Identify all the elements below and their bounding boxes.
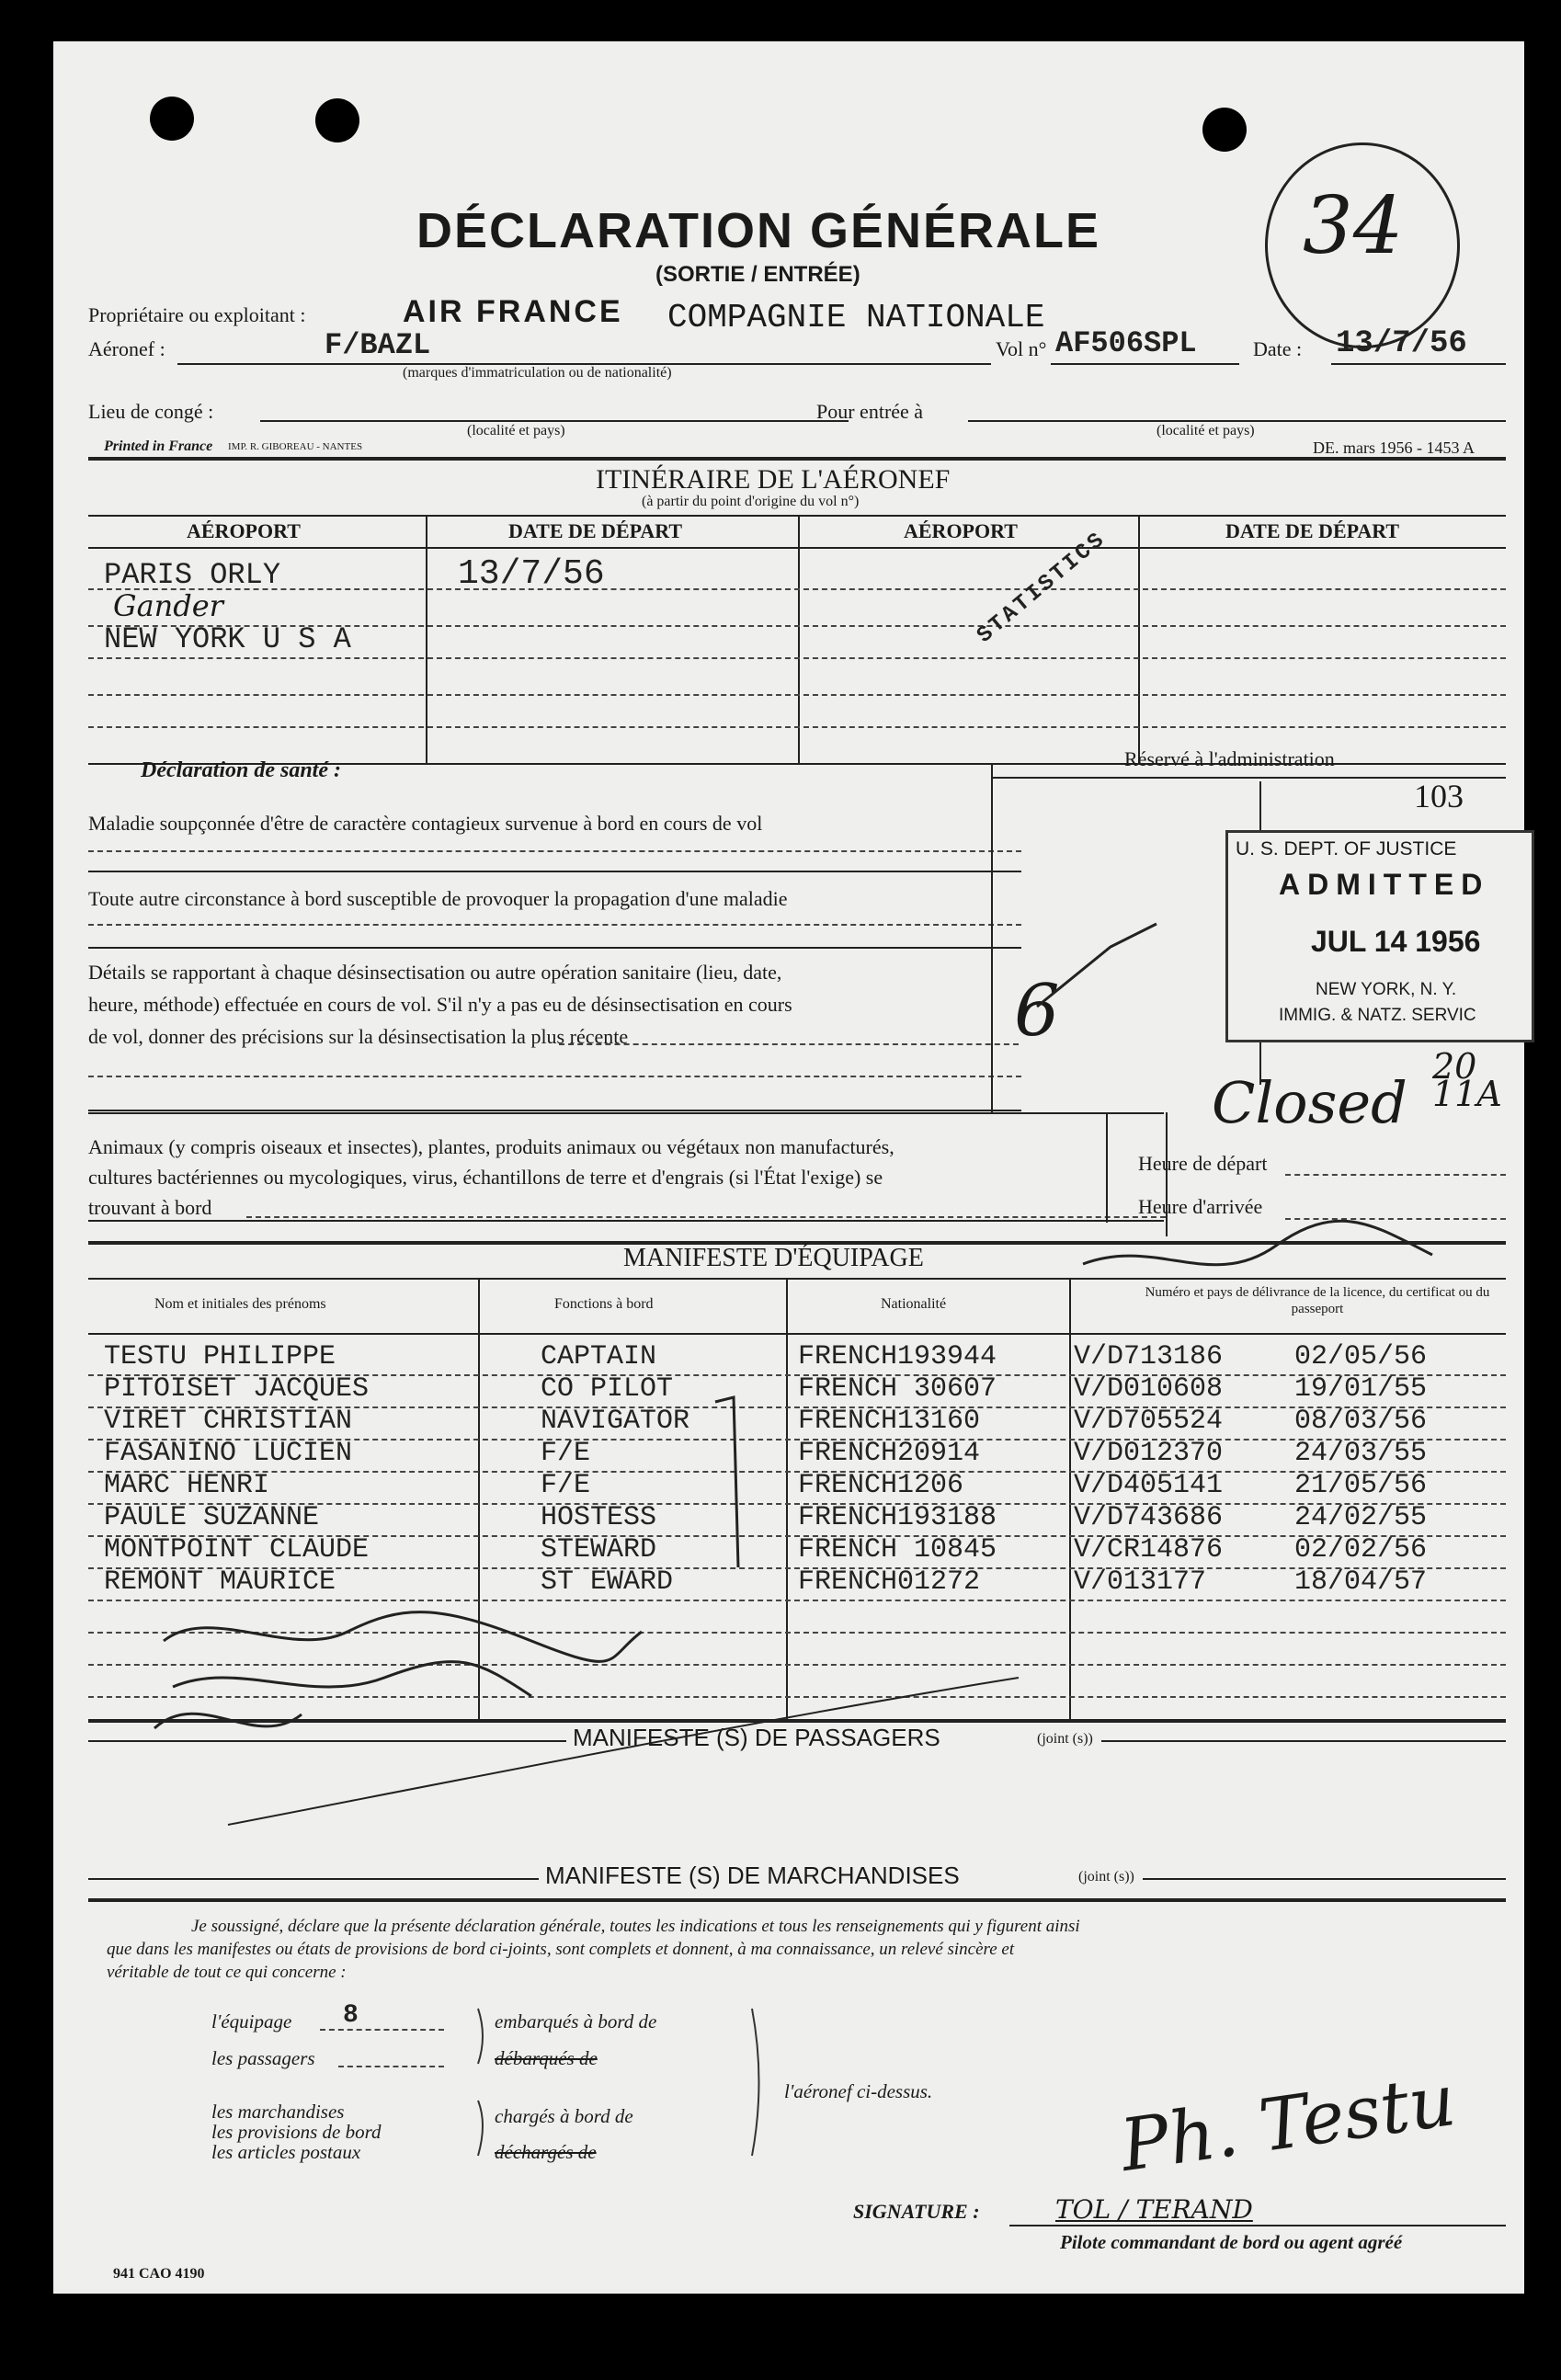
crew-cell-function: F/E bbox=[541, 1470, 591, 1501]
cargo-title: MANIFESTE (S) DE MARCHANDISES bbox=[545, 1862, 960, 1889]
health-line-1: Maladie soupçonnée d'être de caractère contagieux survenue à bord en cours de vol bbox=[88, 812, 763, 835]
signature-name: TOL / TERAND bbox=[1055, 2194, 1253, 2225]
itinerary-date-1: 13/7/56 bbox=[458, 554, 605, 594]
itinerary-subtitle: (à partir du point d'origine du vol n°) bbox=[642, 494, 860, 509]
stamp-line-4: IMMIG. & NATZ. SERVIC bbox=[1279, 1006, 1476, 1025]
crew-cell-name: MONTPOINT CLAUDE bbox=[104, 1534, 370, 1566]
animals-line-b: cultures bactériennes ou mycologiques, virus, échantillons de terre et d'engrais (si l'État l'exige) se bbox=[88, 1166, 883, 1189]
crew-cell-date: 02/02/56 bbox=[1294, 1534, 1428, 1566]
itinerary-header-airport: AÉROPORT bbox=[187, 519, 301, 542]
admin-title: Réservé à l'administration bbox=[1124, 747, 1335, 770]
crew-cell-nationality: FRENCH13160 bbox=[798, 1406, 981, 1437]
entry-note: (localité et pays) bbox=[1157, 423, 1255, 438]
crew-cell-license: V/D705524 bbox=[1074, 1406, 1224, 1437]
loaded-label: chargés à bord de bbox=[495, 2105, 633, 2127]
form-subtitle: (SORTIE / ENTRÉE) bbox=[655, 262, 860, 287]
crew-cell-date: 24/03/55 bbox=[1294, 1438, 1428, 1469]
animals-line-c: trouvant à bord bbox=[88, 1196, 212, 1219]
health-line-3b: heure, méthode) effectuée en cours de vol. S'il n'y a pas eu de désinsectisation en cours bbox=[88, 993, 792, 1016]
disembarked-label: débarqués de bbox=[495, 2047, 598, 2069]
crew-cell-nationality: FRENCH 10845 bbox=[798, 1534, 997, 1566]
printed-in: Printed in France bbox=[104, 438, 213, 454]
aircraft-reference: l'aéronef ci-dessus. bbox=[784, 2080, 933, 2102]
stamp-line-1: U. S. DEPT. OF JUSTICE bbox=[1236, 838, 1457, 860]
health-title: Déclaration de santé : bbox=[141, 758, 341, 782]
itinerary-airport-2: NEW YORK U S A bbox=[104, 622, 351, 656]
crew-cell-license: V/013177 bbox=[1074, 1566, 1207, 1598]
stamp-line-2: ADMITTED bbox=[1279, 868, 1490, 901]
aircraft-label: Aéronef : bbox=[88, 337, 165, 360]
crew-cell-name: VIRET CHRISTIAN bbox=[104, 1406, 353, 1437]
clearance-note: (localité et pays) bbox=[467, 423, 565, 438]
crew-cell-nationality: FRENCH193188 bbox=[798, 1502, 997, 1533]
itinerary-header-date: DATE DE DÉPART bbox=[508, 519, 683, 542]
signature-role: Pilote commandant de bord ou agent agréé bbox=[1060, 2231, 1403, 2253]
itinerary-title: ITINÉRAIRE DE L'AÉRONEF bbox=[596, 464, 951, 495]
crew-cell-license: V/D012370 bbox=[1074, 1438, 1224, 1469]
aircraft-note: (marques d'immatriculation ou de nationalité) bbox=[403, 365, 672, 381]
crew-header-name: Nom et initiales des prénoms bbox=[154, 1296, 326, 1312]
owner-value-b: COMPAGNIE NATIONALE bbox=[667, 299, 1045, 336]
handwritten-time: 20 11A bbox=[1432, 1046, 1502, 1114]
crew-cell-nationality: FRENCH20914 bbox=[798, 1438, 981, 1469]
unloaded-label: déchargés de bbox=[495, 2141, 597, 2163]
crew-cell-date: 21/05/56 bbox=[1294, 1470, 1428, 1501]
crew-cell-function: CAPTAIN bbox=[541, 1341, 657, 1372]
departure-label: Heure de départ bbox=[1138, 1152, 1268, 1175]
flight-value: AF506SPL bbox=[1055, 326, 1197, 360]
crew-header-license: Numéro et pays de délivrance de la licence, du certificat ou du passeport bbox=[1145, 1285, 1490, 1316]
owner-value-a: AIR FRANCE bbox=[403, 294, 623, 329]
crew-header-function: Fonctions à bord bbox=[554, 1296, 654, 1312]
crew-cell-license: V/D405141 bbox=[1074, 1470, 1224, 1501]
admin-number: 103 bbox=[1414, 778, 1464, 814]
form-sheet bbox=[53, 41, 1524, 2294]
crew-cell-license: V/D713186 bbox=[1074, 1341, 1224, 1372]
health-line-3a: Détails se rapportant à chaque désinsectisation ou autre opération sanitaire (lieu, date, bbox=[88, 961, 782, 984]
crew-cell-function: HOSTESS bbox=[541, 1502, 657, 1533]
arrival-label: Heure d'arrivée bbox=[1138, 1195, 1263, 1218]
declaration-line-c: véritable de tout ce qui concerne : bbox=[107, 1963, 347, 1982]
crew-cell-nationality: FRENCH1206 bbox=[798, 1470, 964, 1501]
stamp-line-3: NEW YORK, N. Y. bbox=[1316, 980, 1457, 999]
crew-header-nationality: Nationalité bbox=[881, 1296, 947, 1312]
crew-cell-name: REMONT MAURICE bbox=[104, 1566, 336, 1598]
handwritten-closed: Closed bbox=[1212, 1069, 1407, 1136]
goods-label: les marchandises bbox=[211, 2101, 345, 2123]
date-label: Date : bbox=[1253, 337, 1303, 360]
embarked-label: embarqués à bord de bbox=[495, 2010, 657, 2033]
date-value: 13/7/56 bbox=[1336, 326, 1467, 361]
itinerary-header-date: DATE DE DÉPART bbox=[1225, 519, 1400, 542]
crew-cell-name: PAULE SUZANNE bbox=[104, 1502, 320, 1533]
statistics-stamp: STATISTICS bbox=[973, 527, 1111, 649]
crew-cell-function: ST EWARD bbox=[541, 1566, 674, 1598]
clearance-label: Lieu de congé : bbox=[88, 400, 214, 423]
passengers-title: MANIFESTE (S) DE PASSAGERS bbox=[573, 1724, 940, 1751]
declaration-line-b: que dans les manifestes ou états de provisions de bord ci-joints, sont complets et donnent, à ma connaissance, un relevé sincère et bbox=[107, 1940, 1015, 1959]
crew-cell-function: F/E bbox=[541, 1438, 591, 1469]
crew-count-value: 8 bbox=[343, 2001, 359, 2030]
health-line-3c: de vol, donner des précisions sur la désinsectisation la plus récente bbox=[88, 1025, 629, 1048]
crew-cell-function: STEWARD bbox=[541, 1534, 657, 1566]
itinerary-handwritten-gander: Gander bbox=[113, 588, 223, 623]
handwritten-mark: 6 bbox=[1014, 970, 1060, 1053]
crew-cell-name: FASANINO LUCIEN bbox=[104, 1438, 353, 1469]
crew-cell-date: 19/01/55 bbox=[1294, 1373, 1428, 1405]
crew-cell-name: TESTU PHILIPPE bbox=[104, 1341, 336, 1372]
printer-name: IMP. R. GIBOREAU - NANTES bbox=[228, 441, 363, 452]
crew-cell-date: 08/03/56 bbox=[1294, 1406, 1428, 1437]
form-title: DÉCLARATION GÉNÉRALE bbox=[416, 203, 1101, 258]
footer-code: 941 CAO 4190 bbox=[113, 2266, 205, 2282]
crew-cell-nationality: FRENCH 30607 bbox=[798, 1373, 997, 1405]
stamp-date: JUL 14 1956 bbox=[1311, 925, 1481, 958]
cargo-note: (joint (s)) bbox=[1078, 1869, 1134, 1885]
health-line-2: Toute autre circonstance à bord susceptible de provoquer la propagation d'une maladie bbox=[88, 887, 788, 910]
crew-cell-nationality: FRENCH193944 bbox=[798, 1341, 997, 1372]
page-number-text: 34 bbox=[1303, 180, 1404, 272]
crew-cell-name: PITOISET JACQUES bbox=[104, 1373, 370, 1405]
crew-cell-license: V/D010608 bbox=[1074, 1373, 1224, 1405]
crew-cell-function: CO PILOT bbox=[541, 1373, 674, 1405]
handwriting-overlay bbox=[53, 41, 1524, 2294]
crew-cell-date: 24/02/55 bbox=[1294, 1502, 1428, 1533]
crew-count-label: l'équipage bbox=[211, 2010, 292, 2033]
crew-cell-license: V/D743686 bbox=[1074, 1502, 1224, 1533]
crew-cell-function: NAVIGATOR bbox=[541, 1406, 690, 1437]
signature-hand: Ph. Testu bbox=[1115, 2058, 1461, 2189]
aircraft-value: F/BAZL bbox=[325, 328, 431, 362]
declaration-line-a: Je soussigné, déclare que la présente déclaration générale, toutes les indications et tous les renseignements qui y figurent ainsi bbox=[191, 1917, 1080, 1936]
itinerary-airport-1: PARIS ORLY bbox=[104, 558, 281, 592]
crew-cell-date: 18/04/57 bbox=[1294, 1566, 1428, 1598]
animals-line-a: Animaux (y compris oiseaux et insectes), plantes, produits animaux ou végétaux non manufacturés, bbox=[88, 1135, 894, 1158]
flight-label: Vol n° bbox=[996, 337, 1047, 360]
itinerary-header-airport: AÉROPORT bbox=[904, 519, 1018, 542]
signature-label: SIGNATURE : bbox=[853, 2200, 980, 2223]
form-reference: DE. mars 1956 - 1453 A bbox=[1313, 438, 1475, 457]
crew-cell-name: MARC HENRI bbox=[104, 1470, 270, 1501]
passengers-note: (joint (s)) bbox=[1037, 1731, 1093, 1747]
postal-label: les articles postaux bbox=[211, 2141, 361, 2163]
crew-cell-date: 02/05/56 bbox=[1294, 1341, 1428, 1372]
passengers-count-label: les passagers bbox=[211, 2047, 315, 2069]
crew-cell-license: V/CR14876 bbox=[1074, 1534, 1224, 1566]
provisions-label: les provisions de bord bbox=[211, 2121, 382, 2143]
crew-cell-nationality: FRENCH01272 bbox=[798, 1566, 981, 1598]
owner-label: Propriétaire ou exploitant : bbox=[88, 303, 306, 326]
crew-title: MANIFESTE D'ÉQUIPAGE bbox=[623, 1244, 924, 1272]
entry-label: Pour entrée à bbox=[816, 400, 924, 423]
